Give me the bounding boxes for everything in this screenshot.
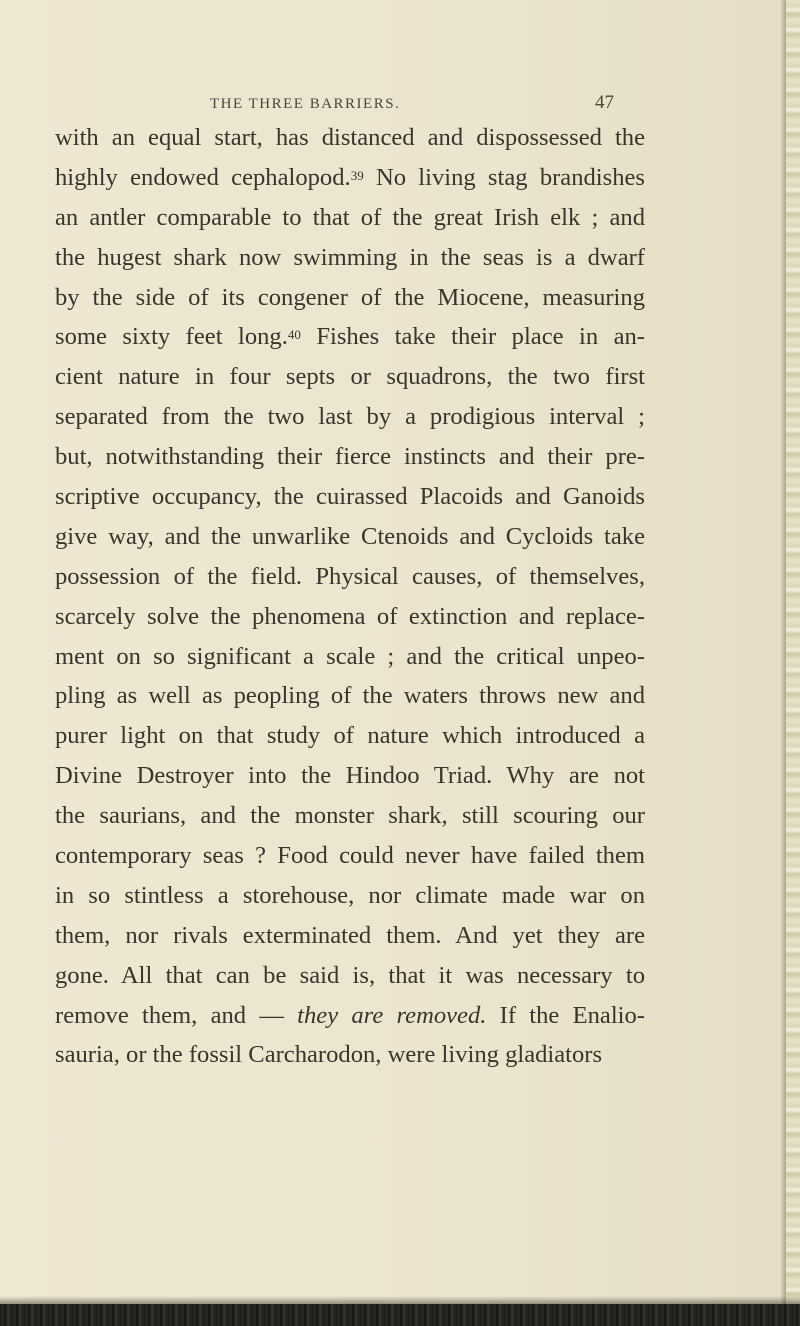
text-line: an antler comparable to that of the great Irish elk ; and (55, 203, 645, 231)
text-line: some sixty feet long.$^{40}$ Fishes take their place in an- (55, 323, 645, 351)
text-line: purer light on that study of nature which introduced a (55, 722, 645, 750)
text-line: give way, and the unwarlike Ctenoids and Cycloids take (55, 522, 645, 550)
text-line: but, notwithstanding their fierce instincts and their pre- (55, 443, 645, 471)
text-line: cient nature in four septs or squadrons, the two first (55, 363, 645, 391)
text-line: the hugest shark now swimming in the seas is a dwarf (55, 243, 645, 271)
text-line: possession of the field. Physical causes, of themselves, (55, 562, 645, 590)
text-line: gone. All that can be said is, that it was necessary to (55, 961, 645, 989)
italic-phrase: they are removed. (297, 1001, 487, 1029)
text-line: scriptive occupancy, the cuirassed Placoids and Ganoids (55, 483, 645, 511)
text-line: sauria, or the fossil Carcharodon, were living gladiators (55, 1041, 603, 1069)
text-line: by the side of its congener of the Miocene, measuring (55, 283, 645, 311)
text-line: remove them, and — they are removed. If the Enalio- (55, 1001, 645, 1029)
footnote-ref-39[interactable]: 39 (350, 167, 364, 183)
text-line: Divine Destroyer into the Hindoo Triad. Why are not (55, 762, 645, 790)
text-line: contemporary seas ? Food could never have failed them (55, 842, 645, 870)
text-line: with an equal start, has distanced and dispossessed the (55, 124, 645, 151)
text-line: pling as well as peopling of the waters throws new and (55, 682, 645, 710)
body-text (55, 118, 645, 1075)
running-title: THE THREE BARRIERS. (210, 96, 401, 112)
page-number: 47 (595, 92, 614, 113)
page-edge-bottom (0, 1304, 800, 1326)
text-line: in so stintless a storehouse, nor climate made war on (55, 881, 645, 909)
text-line: the saurians, and the monster shark, still scouring our (55, 802, 645, 830)
text-line: ment on so significant a scale ; and the critical unpeo- (55, 642, 645, 670)
text-line: them, nor rivals exterminated them. And yet they are (55, 921, 645, 949)
footnote-ref-40[interactable]: 40 (287, 327, 301, 343)
text-line: scarcely solve the phenomena of extinction and replace- (55, 602, 645, 630)
text-line: separated from the two last by a prodigious interval ; (55, 403, 645, 431)
text-line: highly endowed cephalopod.$^{39}$ No living stag brandishes (55, 163, 645, 191)
page-edge-right (786, 0, 800, 1326)
